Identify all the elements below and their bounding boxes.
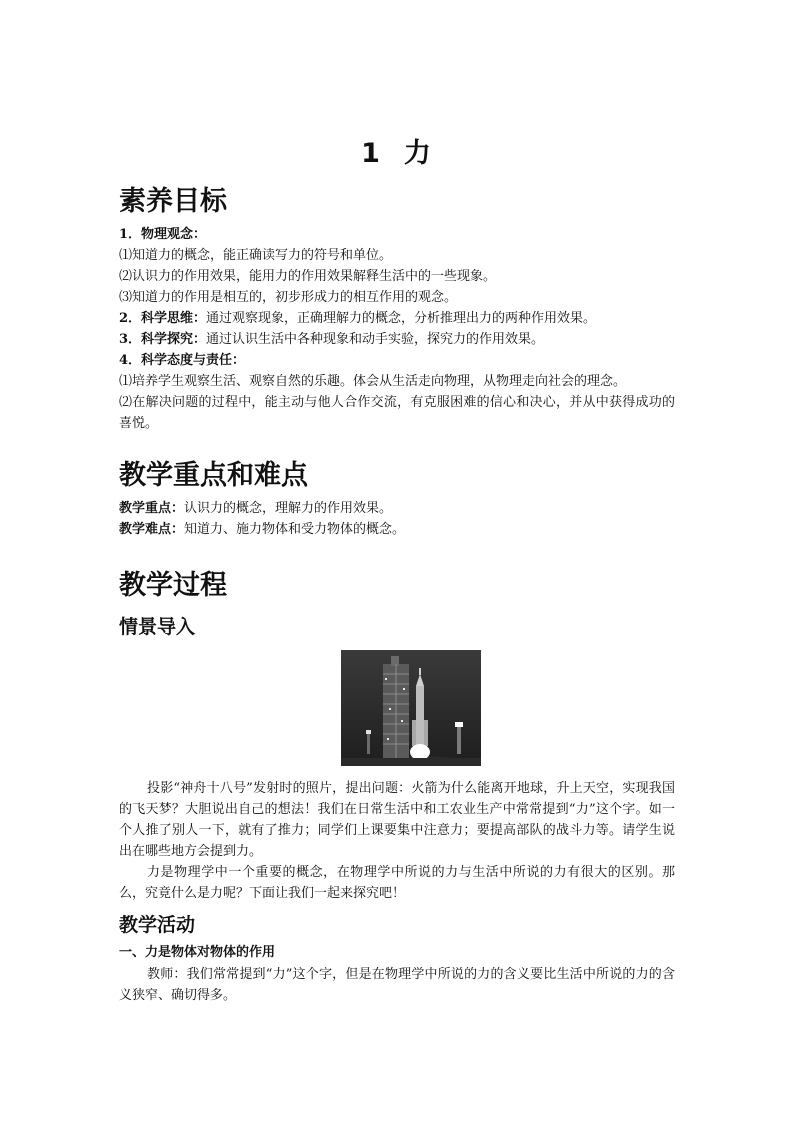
goal-item-4-label: 4．科学态度与责任： [119,353,246,368]
goal-item-3-text: 通过认识生活中各种现象和动手实验，探究力的作用效果。 [206,332,545,347]
key-points-section [119,454,675,540]
goal-item-1c: ⑶知道力的作用是相互的，初步形成力的相互作用的观念。 [119,290,458,305]
process-section [119,564,675,1006]
goal-item-1a: ⑴知道力的概念，能正确读写力的符号和单位。 [119,248,393,263]
photo-container [119,650,675,770]
goal-item-2-text: 通过观察现象，正确理解力的概念，分析推理出力的两种作用效果。 [206,311,597,326]
process-heading: 教学过程 [119,570,227,601]
page-title [119,130,675,178]
activity-paragraph-1: 教师：我们常常提到“力”这个字，但是在物理学中所说的力的含义要比生活中所说的力的含义狭窄、确切得多。 [119,967,675,1003]
intro-paragraph-2: 力是物理学中一个重要的概念，在物理学中所说的力与生活中所说的力有很大的区别。那么，究竟什么是力呢？下面让我们一起来探究吧！ [119,865,675,901]
teaching-difficulty-text: 知道力、施力物体和受力物体的概念。 [184,522,406,537]
teaching-difficulty-label: 教学难点： [119,522,185,537]
goals-section [119,180,675,434]
goal-item-4a: ⑴培养学生观察生活、观察自然的乐趣。体会从生活走向物理，从物理走向社会的理念。 [119,374,627,389]
goal-item-1b: ⑵认识力的作用效果，能用力的作用效果解释生活中的一些现象。 [119,269,497,284]
title-number: 1 [361,138,382,169]
goal-item-4b: ⑵在解决问题的过程中，能主动与他人合作交流，有克服困难的信心和决心，并从中获得成功的喜悦。 [119,395,675,431]
activity-heading: 教学活动 [119,914,196,936]
teaching-difficulty [119,519,675,540]
goal-item-3 [119,329,675,350]
rocket-launch-photo [341,650,481,766]
goal-item-2 [119,308,675,329]
teaching-focus-text: 认识力的概念，理解力的作用效果。 [184,501,393,516]
intro-heading: 情景导入 [119,616,196,638]
teaching-focus [119,498,675,519]
goal-item-3-label: 3．科学探究： [119,332,207,347]
title-text: 力 [403,138,433,169]
document-content [119,130,675,1006]
goals-heading: 素养目标 [119,186,227,217]
activity-subheading-1: 一、力是物体对物体的作用 [119,945,276,960]
goal-item-2-label: 2．科学思维： [119,311,207,326]
key-points-heading: 教学重点和难点 [119,460,308,491]
intro-paragraph-1: 投影“神舟十八号”发射时的照片，提出问题：火箭为什么能离开地球，升上天空，实现我国的飞天梦？大胆说出自己的想法！我们在日常生活中和工农业生产中常常提到“力”这个字。如一个人推了别人一下，就有了推力；同学们上课要集中注意力；要提高部队的战斗力等。请学生说出在哪些地方会提到力。 [119,781,675,859]
goal-item-1-label: 1．物理观念： [119,227,207,242]
teaching-focus-label: 教学重点： [119,501,185,516]
